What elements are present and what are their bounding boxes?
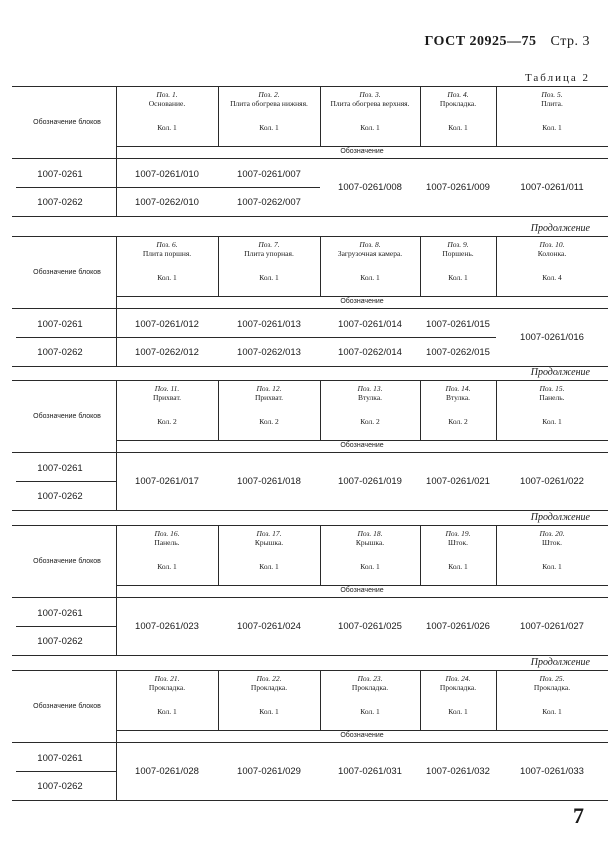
- block-header-label: Обозначение блоков: [33, 557, 101, 565]
- table-rule: [12, 366, 608, 367]
- item-position: Поз. 4.: [447, 90, 469, 99]
- part-designation-cell: 1007-0261/024: [237, 620, 301, 632]
- continuation-label: Продолжение: [530, 223, 590, 234]
- item-position: Поз. 25.: [539, 674, 565, 683]
- page-label: Стр. 3: [550, 34, 590, 49]
- part-designation-cell: 1007-0261/027: [520, 620, 584, 632]
- item-position: Поз. 15.: [539, 384, 565, 393]
- item-position: Поз. 14.: [445, 384, 471, 393]
- column-header: [496, 86, 608, 146]
- column-header: [218, 236, 320, 296]
- block-designation: 1007-0261: [37, 752, 83, 764]
- block-designation: 1007-0262: [37, 490, 83, 502]
- block-header-label: Обозначение блоков: [33, 702, 101, 710]
- column-header: [218, 525, 320, 585]
- item-quantity: Кол. 4: [542, 273, 562, 282]
- item-position: Поз. 12.: [256, 384, 282, 393]
- item-name: Основание.: [148, 99, 186, 108]
- block-designation: 1007-0261: [37, 168, 83, 180]
- row-divider: [16, 771, 116, 772]
- row-divider: [16, 481, 116, 482]
- item-name: Прокладка.: [351, 683, 389, 692]
- row-divider: [420, 337, 496, 338]
- item-position: Поз. 24.: [445, 674, 471, 683]
- item-quantity: Кол. 1: [448, 273, 468, 282]
- designation-subheader: Обозначение: [340, 148, 384, 155]
- item-quantity: Кол. 1: [259, 707, 279, 716]
- continuation-label: Продолжение: [530, 367, 590, 378]
- table-rule: [12, 308, 608, 309]
- item-name: Прокладка.: [439, 99, 477, 108]
- column-header: [116, 86, 218, 146]
- continuation-label: Продолжение: [530, 657, 590, 668]
- block-designation: 1007-0261: [37, 607, 83, 619]
- row-divider: [320, 337, 420, 338]
- item-position: Поз. 5.: [541, 90, 563, 99]
- item-name: Крышка.: [254, 538, 284, 547]
- block-header-label: Обозначение блоков: [33, 268, 101, 276]
- block-designation: 1007-0262: [37, 346, 83, 358]
- item-quantity: Кол. 2: [360, 417, 380, 426]
- item-name: Загрузочная камера.: [337, 249, 403, 258]
- item-name: Прихват.: [152, 393, 182, 402]
- item-quantity: Кол. 1: [448, 707, 468, 716]
- column-header: [420, 86, 496, 146]
- row-divider: [116, 187, 218, 188]
- row-divider: [116, 337, 218, 338]
- part-designation-cell: 1007-0261/033: [520, 765, 584, 777]
- part-designation-cell: 1007-0262/010: [135, 196, 199, 208]
- item-position: Поз. 16.: [154, 529, 180, 538]
- part-designation-cell: 1007-0261/025: [338, 620, 402, 632]
- row-divider: [218, 337, 320, 338]
- item-quantity: Кол. 1: [448, 123, 468, 132]
- column-header: [420, 670, 496, 730]
- column-header: [420, 380, 496, 440]
- column-header: [116, 525, 218, 585]
- table-section: [12, 380, 608, 511]
- row-divider: [16, 626, 116, 627]
- designation-subheader: Обозначение: [340, 732, 384, 739]
- item-name: Шток.: [541, 538, 562, 547]
- item-name: Втулка.: [445, 393, 471, 402]
- column-header: [320, 236, 420, 296]
- table-rule: [12, 510, 608, 511]
- column-header: [218, 86, 320, 146]
- item-position: Поз. 11.: [154, 384, 180, 393]
- item-name: Плита обогрева верхняя.: [330, 99, 410, 108]
- item-quantity: Кол. 1: [259, 273, 279, 282]
- item-position: Поз. 7.: [258, 240, 280, 249]
- item-name: Прихват.: [254, 393, 284, 402]
- item-quantity: Кол. 1: [157, 273, 177, 282]
- part-designation-cell: 1007-0262/013: [237, 346, 301, 358]
- item-name: Прокладка.: [439, 683, 477, 692]
- item-position: Поз. 22.: [256, 674, 282, 683]
- table-title: Таблица 2: [524, 72, 590, 84]
- item-quantity: Кол. 1: [360, 707, 380, 716]
- item-quantity: Кол. 1: [542, 123, 562, 132]
- part-designation-cell: 1007-0262/007: [237, 196, 301, 208]
- item-quantity: Кол. 1: [360, 273, 380, 282]
- item-quantity: Кол. 1: [360, 123, 380, 132]
- table-rule: [12, 158, 608, 159]
- column-header: [320, 380, 420, 440]
- item-position: Поз. 17.: [256, 529, 282, 538]
- part-designation-cell: 1007-0261/009: [426, 181, 490, 193]
- part-designation-cell: 1007-0261/015: [426, 318, 490, 330]
- part-designation-cell: 1007-0261/012: [135, 318, 199, 330]
- block-designation: 1007-0261: [37, 318, 83, 330]
- item-name: Плита обогрева нижняя.: [230, 99, 308, 108]
- item-position: Поз. 1.: [156, 90, 178, 99]
- item-name: Колонка.: [537, 249, 567, 258]
- designation-subheader: Обозначение: [340, 298, 384, 305]
- item-position: Поз. 13.: [357, 384, 383, 393]
- column-header: [496, 236, 608, 296]
- item-quantity: Кол. 1: [157, 123, 177, 132]
- page-number: 7: [573, 803, 584, 828]
- item-name: Плита.: [541, 99, 563, 108]
- column-header: [218, 670, 320, 730]
- block-header-label: Обозначение блоков: [33, 412, 101, 420]
- row-divider: [16, 187, 116, 188]
- item-name: Плита упорная.: [244, 249, 294, 258]
- column-header: [320, 525, 420, 585]
- item-quantity: Кол. 1: [542, 707, 562, 716]
- item-position: Поз. 9.: [447, 240, 469, 249]
- row-divider: [16, 337, 116, 338]
- item-position: Поз. 2.: [258, 90, 280, 99]
- part-designation-cell: 1007-0261/022: [520, 475, 584, 487]
- item-name: Прокладка.: [250, 683, 288, 692]
- table-rule: [12, 452, 608, 453]
- item-position: Поз. 19.: [445, 529, 471, 538]
- item-position: Поз. 23.: [357, 674, 383, 683]
- continuation-label: Продолжение: [530, 512, 590, 523]
- column-header: [116, 236, 218, 296]
- column-header: [320, 86, 420, 146]
- item-quantity: Кол. 1: [542, 562, 562, 571]
- table-section: [12, 236, 608, 367]
- block-header-label: Обозначение блоков: [33, 118, 101, 126]
- part-designation-cell: 1007-0261/017: [135, 475, 199, 487]
- column-header: [496, 670, 608, 730]
- part-designation-cell: 1007-0262/014: [338, 346, 402, 358]
- item-quantity: Кол. 1: [259, 562, 279, 571]
- part-designation-cell: 1007-0261/032: [426, 765, 490, 777]
- item-quantity: Кол. 1: [259, 123, 279, 132]
- part-designation-cell: 1007-0261/008: [338, 181, 402, 193]
- part-designation-cell: 1007-0261/013: [237, 318, 301, 330]
- item-position: Поз. 18.: [357, 529, 383, 538]
- designation-subheader: Обозначение: [340, 442, 384, 449]
- item-quantity: Кол. 2: [259, 417, 279, 426]
- item-name: Крышка.: [355, 538, 385, 547]
- table-rule: [12, 742, 608, 743]
- part-designation-cell: 1007-0262/012: [135, 346, 199, 358]
- part-designation-cell: 1007-0261/014: [338, 318, 402, 330]
- item-quantity: Кол. 1: [448, 562, 468, 571]
- item-position: Поз. 20.: [539, 529, 565, 538]
- item-position: Поз. 3.: [359, 90, 381, 99]
- item-quantity: Кол. 1: [360, 562, 380, 571]
- item-position: Поз. 6.: [156, 240, 178, 249]
- item-name: Прокладка.: [533, 683, 571, 692]
- table-section: [12, 86, 608, 217]
- page-header: [424, 34, 590, 50]
- item-quantity: Кол. 1: [157, 707, 177, 716]
- part-designation-cell: 1007-0261/029: [237, 765, 301, 777]
- table-rule: [12, 800, 608, 801]
- item-position: Поз. 8.: [359, 240, 381, 249]
- item-quantity: Кол. 2: [448, 417, 468, 426]
- item-name: Втулка.: [357, 393, 383, 402]
- part-designation-cell: 1007-0261/011: [520, 181, 584, 193]
- part-designation-cell: 1007-0261/021: [426, 475, 490, 487]
- block-designation: 1007-0262: [37, 196, 83, 208]
- block-designation: 1007-0262: [37, 780, 83, 792]
- block-designation: 1007-0262: [37, 635, 83, 647]
- part-designation-cell: 1007-0261/023: [135, 620, 199, 632]
- item-name: Прокладка.: [148, 683, 186, 692]
- designation-subheader: Обозначение: [340, 587, 384, 594]
- part-designation-cell: 1007-0261/018: [237, 475, 301, 487]
- table-section: [12, 670, 608, 801]
- row-divider: [218, 187, 320, 188]
- item-position: Поз. 21.: [154, 674, 180, 683]
- part-designation-cell: 1007-0261/016: [520, 331, 584, 343]
- part-designation-cell: 1007-0261/010: [135, 168, 199, 180]
- block-designation: 1007-0261: [37, 462, 83, 474]
- item-name: Шток.: [447, 538, 468, 547]
- column-header: [420, 525, 496, 585]
- part-designation-cell: 1007-0261/026: [426, 620, 490, 632]
- item-quantity: Кол. 1: [157, 562, 177, 571]
- item-quantity: Кол. 1: [542, 417, 562, 426]
- part-designation-cell: 1007-0261/028: [135, 765, 199, 777]
- column-header: [116, 670, 218, 730]
- column-header: [496, 380, 608, 440]
- column-header: [218, 380, 320, 440]
- part-designation-cell: 1007-0261/031: [338, 765, 402, 777]
- part-designation-cell: 1007-0261/019: [338, 475, 402, 487]
- column-header: [420, 236, 496, 296]
- table-rule: [12, 597, 608, 598]
- table-rule: [12, 655, 608, 656]
- item-name: Поршень.: [442, 249, 474, 258]
- item-name: Панель.: [539, 393, 565, 402]
- item-name: Плита поршня.: [142, 249, 192, 258]
- part-designation-cell: 1007-0261/007: [237, 168, 301, 180]
- table-section: [12, 525, 608, 656]
- standard-title: ГОСТ 20925—75: [424, 34, 537, 49]
- column-header: [116, 380, 218, 440]
- item-position: Поз. 10.: [539, 240, 565, 249]
- part-designation-cell: 1007-0262/015: [426, 346, 490, 358]
- table-rule: [12, 216, 608, 217]
- item-quantity: Кол. 2: [157, 417, 177, 426]
- item-name: Панель.: [154, 538, 180, 547]
- column-header: [320, 670, 420, 730]
- column-header: [496, 525, 608, 585]
